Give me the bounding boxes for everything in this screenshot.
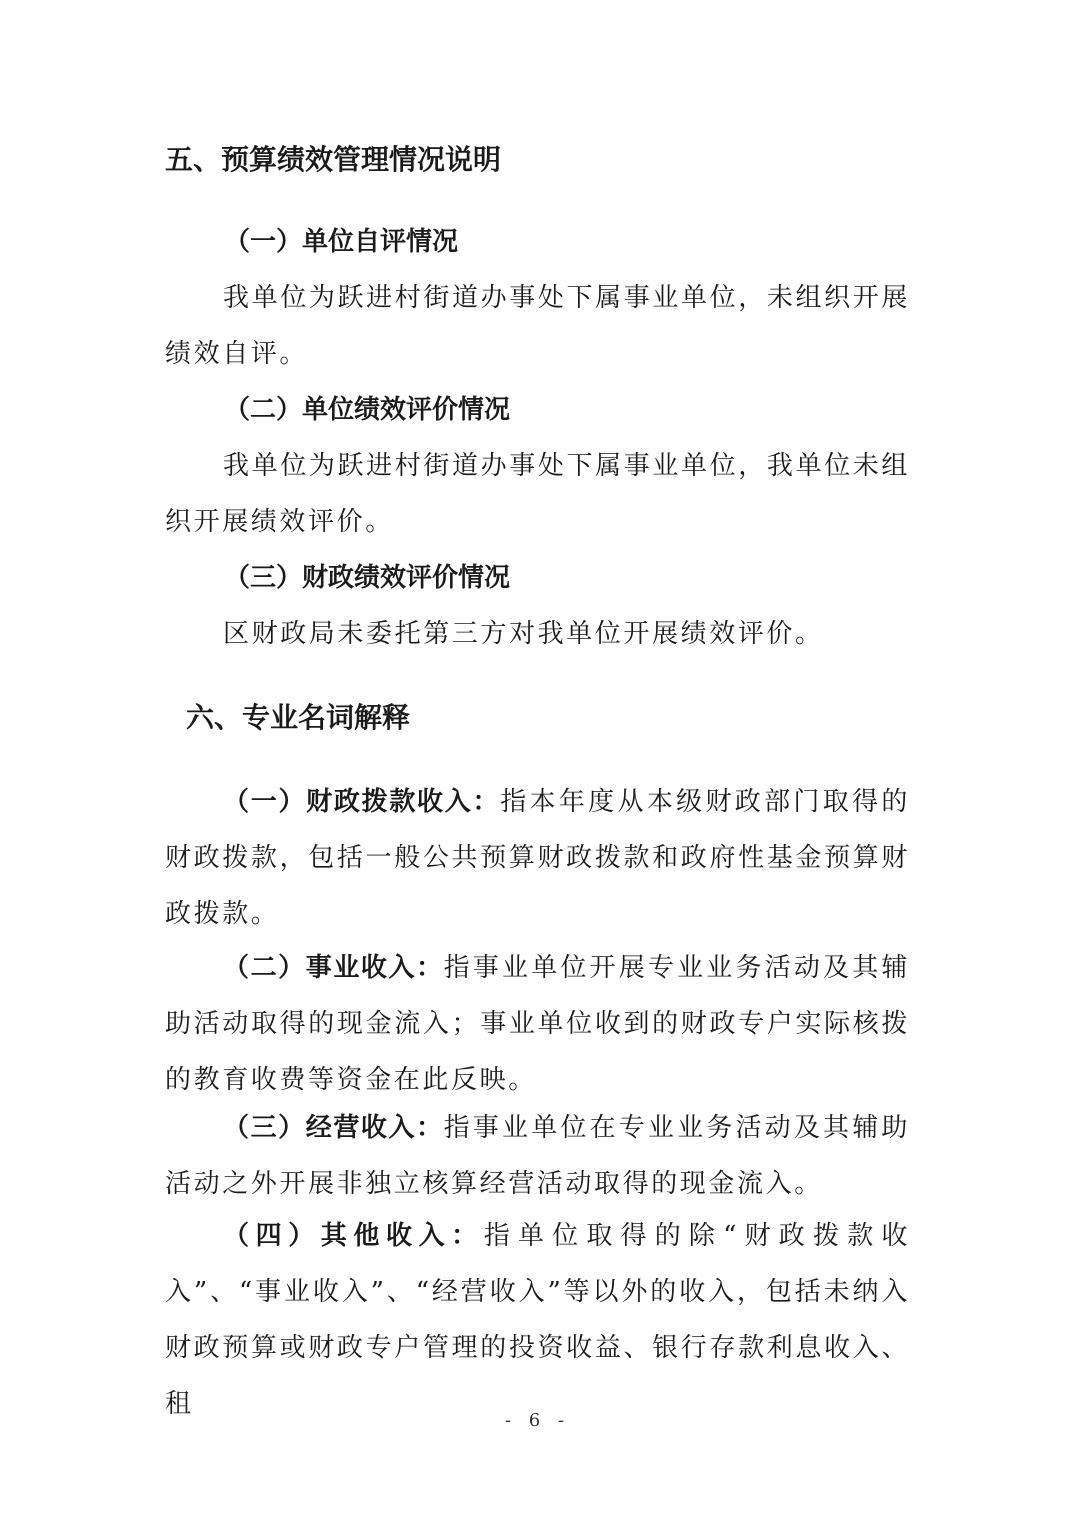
term-label-3: （三）经营收入： <box>223 1113 444 1143</box>
section-5-sub3-heading: （三）财政绩效评价情况 <box>224 563 511 593</box>
term-text-3: 指事业单位在专业业务活动及其辅助活动之外开展非独立核算经营活动取得的现金流入。 <box>165 1113 910 1199</box>
term-text-1: 指本年度从本级财政部门取得的财政拨款，包括一般公共预算财政拨款和政府性基金预算财政拨款。 <box>165 787 910 929</box>
section-5-sub2-text: 我单位为跃进村街道办事处下属事业单位，我单位未组织开展绩效评价。 <box>165 451 910 537</box>
section-6-heading: 六、专业名词解释 <box>186 701 411 734</box>
section-5-sub1-text: 我单位为跃进村街道办事处下属事业单位，未组织开展绩效自评。 <box>165 283 910 369</box>
section-5-sub2-heading: （二）单位绩效评价情况 <box>224 395 511 425</box>
term-label-4: （四）其他收入： <box>223 1221 484 1251</box>
section-5-sub1-heading: （一）单位自评情况 <box>224 227 459 257</box>
term-label-1: （一）财政拨款收入： <box>223 787 501 817</box>
term-text-4: 指单位取得的除“财政拨款收入”、“事业收入”、“经营收入”等以外的收入，包括未纳入财政预算或财政专户管理的投资收益、银行存款利息收入、租 <box>165 1221 910 1419</box>
section-5-heading: 五、预算绩效管理情况说明 <box>165 143 502 176</box>
term-definition-1 <box>165 774 910 942</box>
term-definition-2 <box>165 940 910 1108</box>
term-definition-4 <box>165 1208 910 1432</box>
term-text-2: 指事业单位开展专业业务活动及其辅助活动取得的现金流入；事业单位收到的财政专户实际核拨的教育收费等资金在此反映。 <box>165 953 910 1095</box>
section-5-sub3-text: 区财政局未委托第三方对我单位开展绩效评价。 <box>223 619 824 649</box>
page-number: - 6 - <box>504 1410 571 1431</box>
term-label-2: （二）事业收入： <box>223 953 444 983</box>
term-definition-3 <box>165 1100 910 1212</box>
